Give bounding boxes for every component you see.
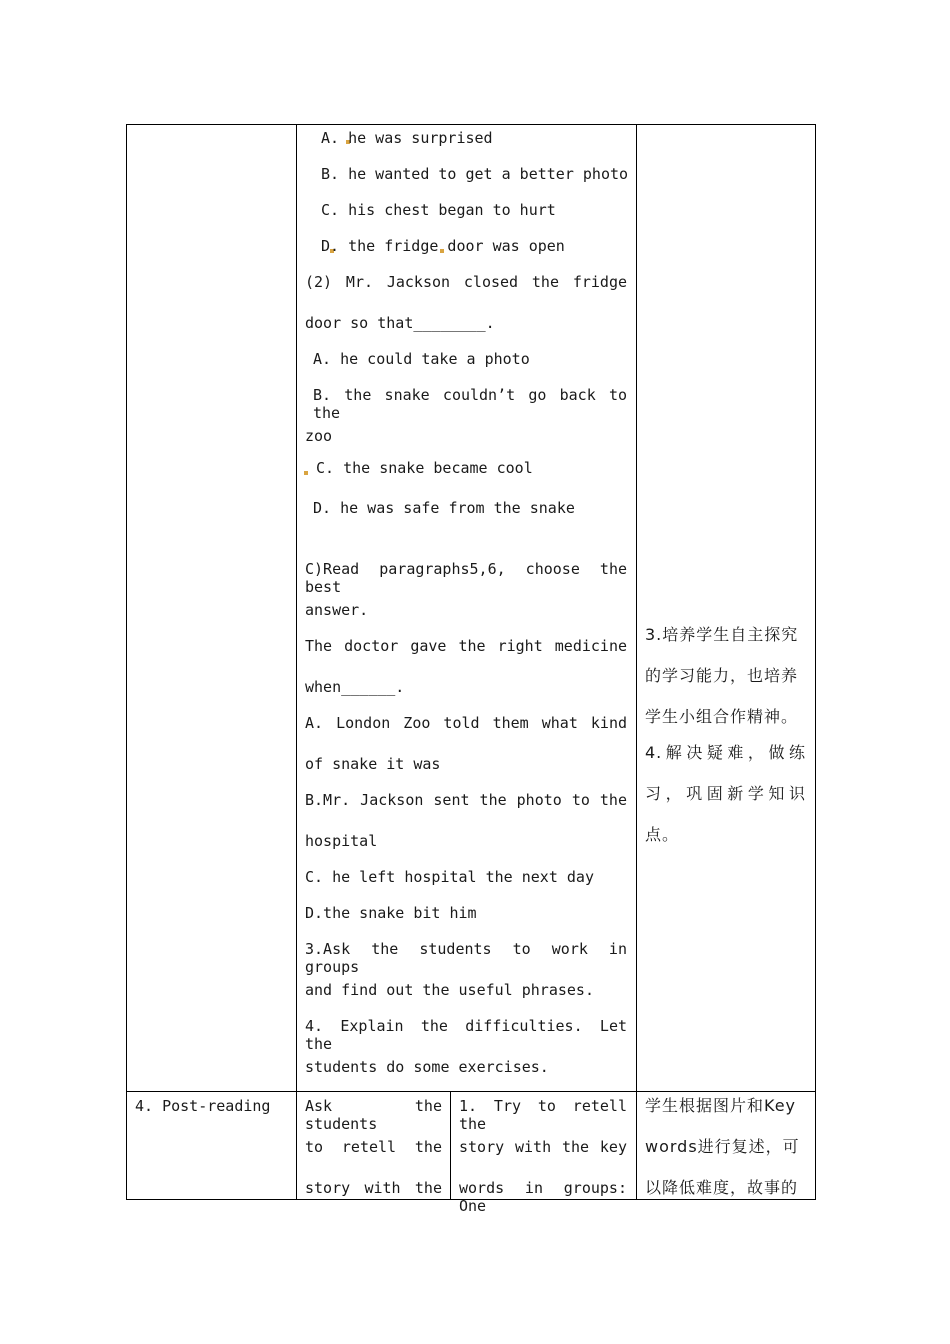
section-c-option-a-line1: A. London Zoo told them what kind — [305, 714, 627, 732]
purpose-3-line2: 的学习能力，也培养 — [645, 666, 799, 685]
purpose-4-line2: 习，巩固新学知识 — [645, 784, 806, 803]
teacher-activity-line1: Ask the students — [305, 1097, 442, 1133]
column-divider-2 — [636, 124, 637, 1200]
section-c-option-b-line1: B.Mr. Jackson sent the photo to the — [305, 791, 627, 809]
q2-option-b-line2: zoo — [305, 427, 333, 445]
purpose-4-line3: 点。 — [645, 825, 680, 844]
step3-line2: and find out the useful phrases. — [305, 981, 594, 999]
section-c-heading-line1: C)Read paragraphs5,6, choose the best — [305, 560, 627, 596]
purpose-post-line3: 以降低难度，故事的 — [645, 1178, 799, 1197]
column-divider-1 — [296, 124, 297, 1200]
q2-question-line2: door so that________. — [305, 314, 495, 332]
step4-line2: students do some exercises. — [305, 1058, 549, 1076]
step3-line1: 3.Ask the students to work in groups — [305, 940, 627, 976]
q1-option-a: A. he was surprised — [321, 129, 493, 147]
section-c-question-line2: when______. — [305, 678, 405, 696]
teacher-activity-line3: story with the — [305, 1179, 442, 1197]
purpose-post-line1: 学生根据图片和Key — [645, 1096, 797, 1115]
q2-option-c: C. the snake became cool — [316, 459, 533, 477]
section-c-option-a-line2: of snake it was — [305, 755, 441, 773]
teacher-activity-line2: to retell the — [305, 1138, 442, 1156]
section-c-option-b-line2: hospital — [305, 832, 378, 850]
purpose-3-line3: 学生小组合作精神。 — [645, 707, 799, 726]
student-activity-line1: 1. Try to retell the — [459, 1097, 627, 1133]
purpose-post-line2: words进行复述，可 — [645, 1137, 800, 1156]
post-reading-stage: 4. Post-reading — [135, 1097, 271, 1115]
purpose-4-line1: 4.解决疑难，做练 — [645, 743, 806, 762]
q1-option-c: C. his chest began to hurt — [321, 201, 556, 219]
q2-option-b-line1: B. the snake couldn’t go back to the — [313, 386, 627, 422]
student-activity-line2: story with the key — [459, 1138, 627, 1156]
q1-option-b: B. he wanted to get a better photo — [321, 165, 629, 183]
q2-option-a: A. he could take a photo — [313, 350, 530, 368]
q1-option-d: D. the fridge door was open — [321, 237, 565, 255]
student-activity-line3: words in groups: One — [459, 1179, 627, 1215]
section-c-heading-line2: answer. — [305, 601, 369, 619]
table-border-left — [126, 124, 127, 1200]
section-c-question-line1: The doctor gave the right medicine — [305, 637, 627, 655]
section-c-option-c: C. he left hospital the next day — [305, 868, 594, 886]
highlight-mark — [304, 471, 308, 475]
purpose-3-line1: 3.培养学生自主探究 — [645, 625, 799, 644]
step4-line1: 4. Explain the difficulties. Let the — [305, 1017, 627, 1053]
table-border-top — [126, 124, 816, 125]
column-divider-split — [450, 1091, 451, 1200]
row-divider — [126, 1091, 816, 1092]
table-border-right — [815, 124, 816, 1200]
q2-question-line1: (2) Mr. Jackson closed the fridge — [305, 273, 627, 291]
q2-option-d: D. he was safe from the snake — [313, 499, 575, 517]
section-c-option-d: D.the snake bit him — [305, 904, 477, 922]
